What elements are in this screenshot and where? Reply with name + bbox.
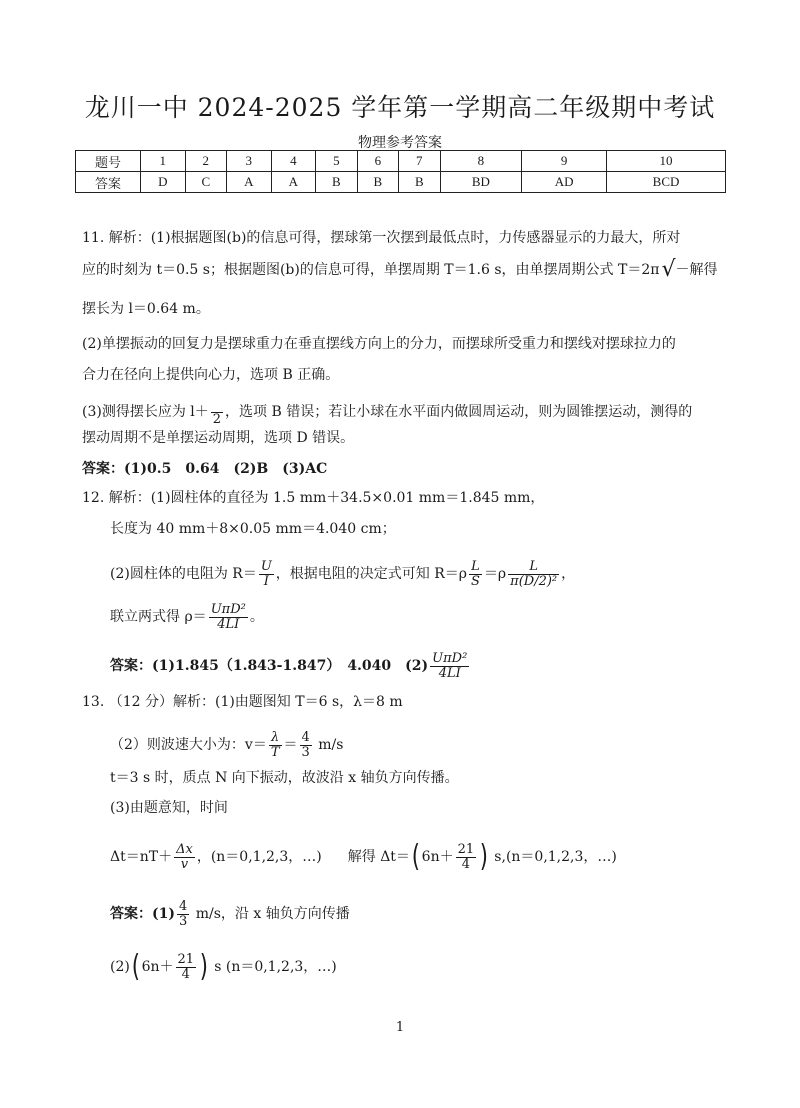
q13-line-2-unit: m/s: [313, 737, 344, 754]
q12-line-3-mid: ，根据电阻的决定式可知 R＝ρ: [275, 566, 468, 583]
q13-answer-tail: m/s，沿 x 轴负方向传播: [191, 906, 350, 923]
table-cell: 9: [522, 151, 607, 172]
answer-table: [75, 150, 726, 193]
q13-answer-2-tail: s (n＝0,1,2,3，…): [209, 959, 337, 975]
q11-line-3: 摆长为 l＝0.64 m。: [82, 301, 210, 317]
table-cell: 7: [399, 151, 440, 172]
table-cell: 6: [357, 151, 398, 172]
fraction: $\frac{21}{4}$: [177, 951, 195, 982]
table-cell: 2: [185, 151, 226, 172]
q13-line-5-text: Δt＝nT＋: [110, 849, 173, 865]
q11-line-5: 合力在径向上提供向心力，选项 B 正确。: [82, 367, 340, 383]
page-title: 龙川一中 2024-2025 学年第一学期高二年级期中考试: [84, 93, 716, 122]
fraction: $\frac{4}{3}$: [179, 899, 188, 929]
q12-line-4-text: 联立两式得 ρ＝: [110, 609, 207, 626]
q11-line-6-text: (3)测得摆长应为 l＋: [82, 404, 209, 421]
table-cell: 8: [440, 151, 522, 172]
q11-line-4: (2)单摆振动的回复力是摆球重力在垂直摆线方向上的分力，而摆球所受重力和摆线对摆球拉力的: [82, 336, 676, 352]
q11-line-6-tail: ，选项 B 错误；若让小球在水平面内做圆周运动，则为圆锥摆运动，测得的: [225, 404, 693, 421]
q13-line-2: [110, 731, 343, 759]
fraction: $\frac{\text{UπD²}}{4LI}$: [432, 651, 468, 681]
q12-line-3-tail: ，: [561, 566, 576, 583]
q13-line-2-eq: ＝: [283, 737, 298, 754]
q12-line-4-tail: 。: [249, 609, 264, 626]
table-cell: 10: [607, 151, 726, 172]
q12-line-3: [110, 560, 575, 588]
fraction: $\frac{\lambda}{T}$: [270, 730, 280, 760]
q12-line-3-eq: ＝ρ: [483, 566, 507, 583]
table-cell: BD: [440, 172, 522, 193]
q13-line-5: [110, 839, 617, 874]
q13-line-3: t＝3 s 时，质点 N 向下振动，故波沿 x 轴负方向传播。: [110, 770, 459, 786]
q11-answer: 答案：(1)0.5 0.64 (2)B (3)AC: [82, 461, 328, 477]
table-cell: 4: [271, 151, 316, 172]
fraction: $\frac{\Delta x}{v}$: [176, 841, 193, 872]
fraction: $\frac{21}{4}$: [457, 841, 475, 872]
table-row-numbers: [76, 151, 726, 172]
q13-answer-2-inner: 6n＋: [141, 959, 174, 975]
table-cell: BCD: [607, 172, 726, 193]
table-cell: A: [227, 172, 272, 193]
q13-answer-1: [110, 900, 350, 928]
q12-answer-text: 答案：(1)1.845（1.843-1.847） 4.040 (2): [110, 658, 429, 675]
right-paren-icon: ): [479, 839, 489, 874]
fraction: $\frac{U}{I}$: [260, 559, 272, 589]
q13-answer-text: 答案：(1): [110, 906, 175, 923]
q11-line-1: 11. 解析：(1)根据题图(b)的信息可得，摆球第一次摆到最低点时，力传感器显示的力最大，所对: [82, 230, 681, 246]
page-subtitle: 物理参考答案: [358, 135, 442, 151]
q11-line-6: [82, 398, 692, 426]
q13-line-4: (3)由题意知，时间: [110, 800, 228, 816]
q12-line-3-text: (2)圆柱体的电阻为 R＝: [110, 566, 257, 583]
table-cell: AD: [522, 172, 607, 193]
table-header-cell: 答案: [76, 172, 141, 193]
q12-line-1: 12. 解析：(1)圆柱体的直径为 1.5 mm＋34.5×0.01 mm＝1.845 mm，: [82, 490, 545, 506]
table-cell: 5: [316, 151, 357, 172]
fraction: $\frac{L}{\text{π(D/2)²}}$: [510, 559, 558, 589]
table-row-answers: [76, 172, 726, 193]
right-paren-icon: ): [199, 949, 209, 984]
q12-answer: [110, 652, 471, 680]
q12-line-2: 长度为 40 mm＋8×0.05 mm＝4.040 cm；: [110, 521, 396, 537]
table-cell: 3: [227, 151, 272, 172]
left-paren-icon: (: [411, 839, 420, 874]
sqrt-icon: √: [661, 257, 676, 282]
q13-answer-2: [110, 949, 337, 984]
left-paren-icon: (: [131, 949, 140, 984]
q13-answer-2-label: (2): [110, 959, 130, 975]
fraction: 2: [211, 398, 223, 426]
q13-line-2-text: （2）则波速大小为：v＝: [110, 737, 267, 754]
q11-line-2-tail: －解得: [675, 262, 718, 278]
table-header-cell: 题号: [76, 151, 141, 172]
fraction: $\frac{L}{S}$: [471, 559, 480, 589]
q13-line-1: 13. （12 分）解析：(1)由题图知 T＝6 s，λ＝8 m: [82, 694, 403, 710]
fraction: $\frac{4}{3}$: [301, 730, 310, 760]
table-cell: B: [399, 172, 440, 193]
q13-line-5-tail: s,(n＝0,1,2,3，…): [489, 849, 617, 865]
table-cell: B: [316, 172, 357, 193]
table-cell: C: [185, 172, 226, 193]
q11-line-2: [82, 257, 718, 282]
table-cell: A: [271, 172, 316, 193]
q13-line-5-solve: 解得 Δt＝: [347, 849, 410, 865]
table-cell: B: [357, 172, 398, 193]
table-cell: D: [141, 172, 186, 193]
q13-line-5-cond: ，(n＝0,1,2,3，…): [196, 849, 322, 865]
q11-line-7: 摆动周期不是单摆运动周期，选项 D 错误。: [82, 430, 355, 446]
q13-line-5-inner: 6n＋: [421, 849, 454, 865]
q11-line-2-text: 应的时刻为 t＝0.5 s；根据题图(b)的信息可得，单摆周期 T＝1.6 s，由单摆周期公式 T＝2π: [82, 262, 660, 278]
fraction: $\frac{\text{UπD²}}{4LI}$: [210, 602, 246, 632]
q12-line-4: [110, 603, 264, 631]
table-cell: 1: [141, 151, 186, 172]
page-number: 1: [395, 1020, 405, 1035]
